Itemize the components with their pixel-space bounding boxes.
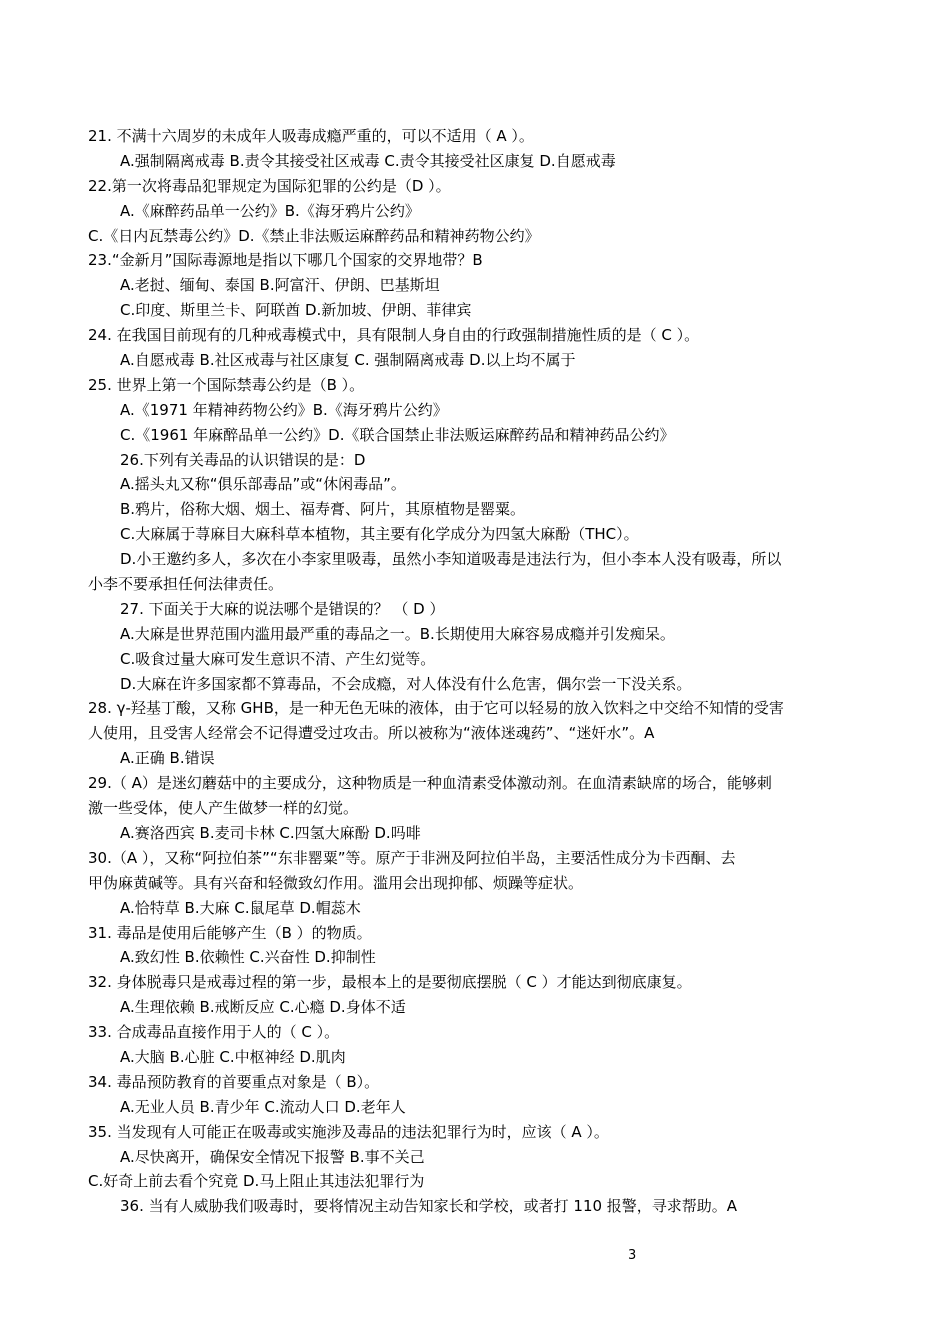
text-line: D.大麻在许多国家都不算毒品，不会成瘾，对人体没有什么危害，偶尔尝一下没关系。	[120, 674, 692, 693]
text-line: A.尽快离开，确保安全情况下报警 B.事不关己	[120, 1147, 425, 1166]
text-line: 26.下列有关毒品的认识错误的是：D	[120, 450, 366, 469]
text-line: 29.（ A）是迷幻蘑菇中的主要成分，这种物质是一种血清素受体激动剂。在血清素缺席的场合，能够刺	[88, 774, 772, 793]
text-line: A.《麻醉药品单一公约》B.《海牙鸦片公约》	[120, 201, 420, 220]
text-line: 22.第一次将毒品犯罪规定为国际犯罪的公约是（D ）。	[88, 176, 451, 195]
text-line: 34. 毒品预防教育的首要重点对象是（ B）。	[88, 1072, 380, 1091]
text-line: C.好奇上前去看个究竟 D.马上阻止其违法犯罪行为	[88, 1172, 425, 1191]
text-line: C.吸食过量大麻可发生意识不清、产生幻觉等。	[120, 649, 436, 668]
text-line: C.印度、斯里兰卡、阿联酋 D.新加坡、伊朗、菲律宾	[120, 301, 472, 320]
text-line: 23.“金新月”国际毒源地是指以下哪几个国家的交界地带？B	[88, 251, 483, 270]
text-line: 30.（A ），又称“阿拉伯茶”“东非罂粟”等。原产于非洲及阿拉伯半岛，主要活性成分为卡西酮、去	[88, 848, 736, 867]
text-line: 激一些受体，使人产生做梦一样的幻觉。	[88, 799, 359, 818]
text-line: C.《1961 年麻醉品单一公约》D.《联合国禁止非法贩运麻醉药品和精神药品公约》	[120, 425, 675, 444]
text-line: 小李不要承担任何法律责任。	[88, 575, 284, 594]
text-line: 31. 毒品是使用后能够产生（B ）的物质。	[88, 923, 372, 942]
text-line: A.自愿戒毒 B.社区戒毒与社区康复 C. 强制隔离戒毒 D.以上均不属于	[120, 351, 576, 370]
text-line: A.恰特草 B.大麻 C.鼠尾草 D.帽蕊木	[120, 898, 361, 917]
text-line: 35. 当发现有人可能正在吸毒或实施涉及毒品的违法犯罪行为时，应该（ A ）。	[88, 1122, 609, 1141]
text-line: 33. 合成毒品直接作用于人的（ C ）。	[88, 1023, 340, 1042]
text-line: 25. 世界上第一个国际禁毒公约是（B ）。	[88, 375, 365, 394]
text-line: 21. 不满十六周岁的未成年人吸毒成瘾严重的，可以不适用（ A ）。	[88, 127, 534, 145]
question-list	[88, 124, 868, 1219]
text-line: C.《日内瓦禁毒公约》D.《禁止非法贩运麻醉药品和精神药物公约》	[88, 226, 540, 245]
text-line: B.鸦片，俗称大烟、烟土、福寿膏、阿片，其原植物是罂粟。	[120, 500, 526, 519]
text-line: A.大脑 B.心脏 C.中枢神经 D.肌肉	[120, 1047, 346, 1066]
text-line: C.大麻属于荨麻目大麻科草本植物，其主要有化学成分为四氢大麻酚（THC）。	[120, 525, 639, 544]
text-line: 32. 身体脱毒只是戒毒过程的第一步，最根本上的是要彻底摆脱（ C ）才能达到彻底康复。	[88, 973, 692, 992]
text-line: A.老挝、缅甸、泰国 B.阿富汗、伊朗、巴基斯坦	[120, 276, 440, 295]
text-line: 27. 下面关于大麻的说法哪个是错误的？ （ D ）	[120, 599, 445, 618]
text-line: 36. 当有人威胁我们吸毒时，要将情况主动告知家长和学校，或者打 110 报警，寻求帮助。A	[120, 1197, 738, 1216]
text-line: 甲伪麻黄碱等。具有兴奋和轻微致幻作用。滥用会出现抑郁、烦躁等症状。	[88, 873, 584, 892]
text-line: 28. γ-羟基丁酸，又称 GHB，是一种无色无味的液体，由于它可以轻易的放入饮料之中交给不知情的受害	[88, 699, 784, 718]
text-line: 24. 在我国目前现有的几种戒毒模式中，具有限制人身自由的行政强制措施性质的是（ C ）。	[88, 326, 700, 345]
text-line: A.无业人员 B.青少年 C.流动人口 D.老年人	[120, 1097, 406, 1116]
text-line: D.小王邀约多人，多次在小李家里吸毒，虽然小李知道吸毒是违法行为，但小李本人没有吸毒，所以	[120, 550, 782, 569]
text-line: A.大麻是世界范围内滥用最严重的毒品之一。B.长期使用大麻容易成瘾并引发痴呆。	[120, 624, 675, 643]
text-line: A.《1971 年精神药物公约》B.《海牙鸦片公约》	[120, 400, 448, 419]
text-line: A.强制隔离戒毒 B.责令其接受社区戒毒 C.责令其接受社区康复 D.自愿戒毒	[120, 151, 616, 170]
text-line: A.正确 B.错误	[120, 749, 215, 768]
text-line: 人使用，且受害人经常会不记得遭受过攻击。所以被称为“液体迷魂药”、“迷奸水”。A	[88, 724, 655, 743]
text-line: A.生理依赖 B.戒断反应 C.心瘾 D.身体不适	[120, 998, 406, 1017]
text-line: A.致幻性 B.依赖性 C.兴奋性 D.抑制性	[120, 948, 376, 967]
text-line: A.赛洛西宾 B.麦司卡林 C.四氢大麻酚 D.吗啡	[120, 823, 421, 842]
page-number: 3	[628, 1248, 637, 1263]
text-line: A.摇头丸又称“俱乐部毒品”或“休闲毒品”。	[120, 475, 406, 494]
